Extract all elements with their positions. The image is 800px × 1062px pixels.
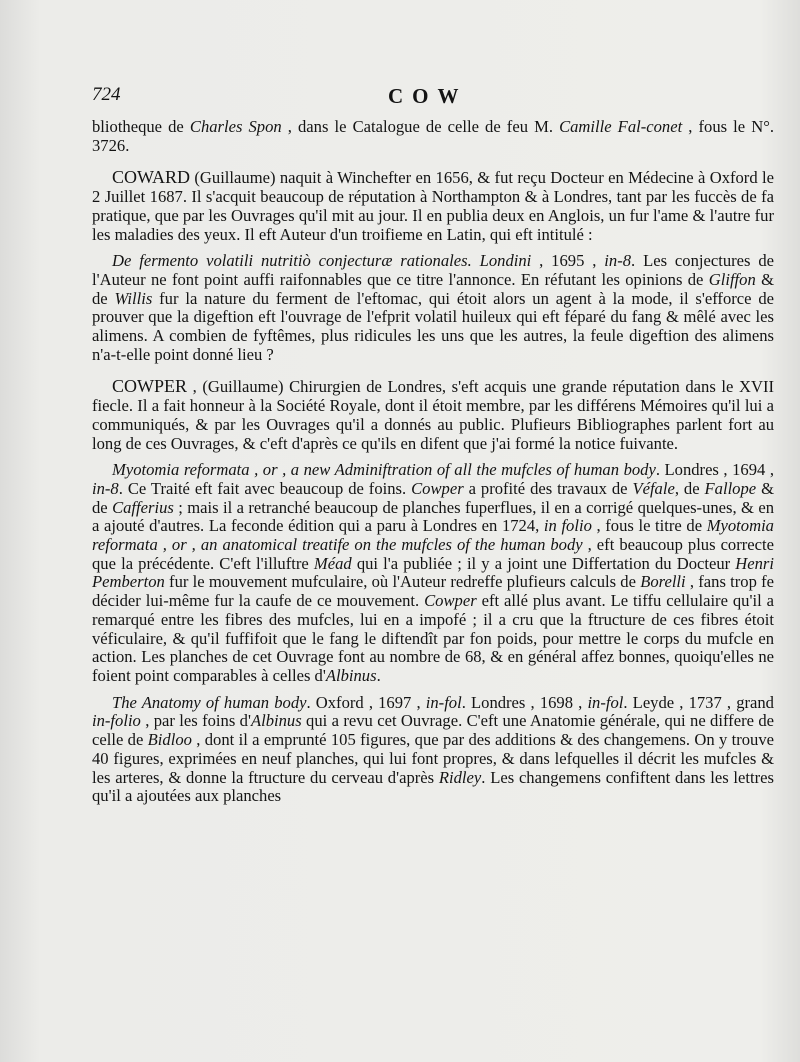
italic-run: Myotomia reformata , or , an anatomical treatife on the mufcles of the human body — [92, 516, 774, 555]
italic-run: Myotomia reformata , or , a new Adminiftration of all the mufcles of human body — [112, 460, 656, 480]
italic-run: Albinus — [250, 711, 302, 731]
running-title: COW — [388, 84, 468, 108]
italic-run: Fallope — [704, 478, 757, 498]
body-text — [92, 118, 774, 806]
italic-run: in-fol — [587, 692, 624, 712]
text-run: , eft beaucoup plus correcte que la précédente. C'eft l'illuftre — [92, 535, 774, 573]
text-run: qui a revu cet Ouvrage. C'eft une Anatomie générale, qui ne differe de celle de — [92, 711, 774, 750]
text-run: & de — [92, 269, 774, 308]
italic-run: Charles Spon — [189, 117, 282, 136]
text-run: , de — [674, 478, 705, 498]
text-run: qui l'a publiée ; il y a joint une Differtation du Docteur — [351, 553, 736, 573]
italic-run: Borelli — [640, 572, 686, 592]
text-run: . Les changemens confiftent dans les lettres qu'il a ajoutées aux planches — [92, 767, 774, 806]
text-run: . — [376, 665, 381, 685]
italic-run: Henri Pemberton — [92, 553, 774, 592]
page-header — [92, 84, 770, 112]
entry-name: COWARD — [112, 167, 191, 188]
text-run: (Guillaume) naquit à Winchefter en 1656, & fut reçu Docteur en Médecine à Oxford le 2 Juillet 1687. Il s'acquit beaucoup de réputation à Northampton & à Londres, tant par les fuccès de fa pratique, que par les Ouvrages qu'il mit au jour. Il en publia deux en Anglois, un fur l'ame & l'autre fur les maladies des yeux. Il eft Auteur d'un troifieme en Latin, qui eft intitulé : — [92, 168, 774, 244]
italic-run: Bidloo — [147, 730, 192, 750]
italic-run: De fermento volatili nutritiò conjecturæ rationales. Londini — [112, 251, 532, 271]
italic-run: Véfale — [632, 478, 675, 498]
text-run: , fous le titre de — [591, 516, 707, 536]
text-run: bliotheque de — [92, 117, 190, 136]
text-run: , par les foins d' — [140, 711, 251, 731]
italic-run: in-fol — [425, 692, 462, 712]
italic-run: Willis — [114, 288, 153, 308]
italic-run: in-8 — [604, 251, 632, 271]
text-run: a profité des travaux de — [463, 478, 633, 498]
text-run: eft allé plus avant. Le tiffu cellulaire qu'il a remarqué entre les fibres des mufcles, lui en a impofé ; il a cru que la ftructure de ces fibres étoit véficulaire, & qu'il fuffifoit que le fang le diftendît par fon poids, pour mettre le corps du mufcle en action. Les planches de cet Ouvrage font au nombre de 68, & en général affez bonnes, quoiqu'elles ne foient point comparables à celles d' — [92, 591, 774, 685]
paragraph-cowper-entry — [92, 377, 774, 453]
italic-run: Cowper — [424, 591, 477, 611]
italic-run: The Anatomy of human body — [112, 692, 307, 712]
italic-run: in-8 — [92, 478, 119, 498]
italic-run: in folio — [543, 516, 592, 536]
italic-run: Camille Fal-conet — [559, 117, 683, 136]
paragraph-coward-entry — [92, 168, 774, 244]
text-run: fur la nature du ferment de l'eftomac, qui étoit alors un agent à la mode, il s'efforce de prouver que la digeftion eft l'ouvrage de l'efprit volatil huileux qui eft féparé du fang & mêlé avec les alimens. A combien de fyftêmes, plus ridicules les uns que les autres, la feule digeftion des alimens n'a-t-elle point donné lieu ? — [92, 288, 774, 364]
text-run: . Leyde , 1737 , grand — [623, 692, 774, 712]
italic-run: Gliffon — [708, 269, 756, 289]
text-run: , dans le Catalogue de celle de feu M. — [281, 117, 560, 136]
paragraph-cowper-work-2 — [92, 694, 774, 806]
text-run: . Londres , 1694 , — [655, 460, 774, 480]
text-run: . Londres , 1698 , — [461, 692, 588, 712]
text-run: . Oxford , 1697 , — [306, 692, 426, 712]
text-run: ; mais il a retranché beaucoup de planches fuperflues, il en a corrigé quelques-unes, & en a ajouté d'autres. La feconde édition qui a paru à Londres en 1724, — [92, 497, 775, 536]
italic-run: Albinus — [325, 665, 377, 685]
text-run: , dont il a emprunté 105 figures, que par des additions & des changemens. On y trouve 40 figures, exprimées en neuf planches, qui lui font propres, & dans lefquelles il décrit les mufcles & les arteres, & donne la ftructure du cerveau d'après — [92, 730, 774, 787]
text-run: , fous le N°. 3726. — [92, 117, 774, 155]
text-run: & de — [92, 478, 775, 517]
text-run: . Ce Traité eft fait avec beaucoup de foins. — [118, 478, 412, 498]
text-run: , fans trop fe décider lui-même fur la caufe de ce mouvement. — [92, 572, 774, 611]
italic-run: Cowper — [411, 478, 464, 498]
paragraph-continuation — [92, 118, 774, 155]
paragraph-cowper-work-1 — [92, 461, 774, 685]
italic-run: Méad — [313, 553, 352, 573]
text-run: , 1695 , — [531, 251, 605, 271]
paragraph-coward-work — [92, 252, 774, 364]
text-run: , (Guillaume) Chirurgien de Londres, s'eft acquis une grande réputation dans le XVII fiecle. Il a fait honneur à la Société Royale, dont il étoit membre, par les différens Mémoires qu'il lui a communiqués, & par les Ouvrages qu'il a donnés au public. Plufieurs Bibliographes parlent fort au long de ces Ouvrages, & c'eft d'après ce qu'ils en difent que j'ai formé la notice fuivante. — [92, 377, 774, 453]
italic-run: Cafferius — [112, 497, 174, 517]
italic-run: Ridley — [438, 767, 482, 787]
italic-run: in-folio — [92, 711, 141, 731]
page-number: 724 — [92, 84, 121, 105]
text-run: fur le mouvement mufculaire, où l'Auteur redreffe plufieurs calculs de — [164, 572, 641, 592]
entry-name: COWPER — [112, 376, 188, 397]
text-run: . Les conjectures de l'Auteur ne font point auffi raifonnables que ce titre l'annonce. En réfutant les opinions de — [92, 251, 775, 289]
